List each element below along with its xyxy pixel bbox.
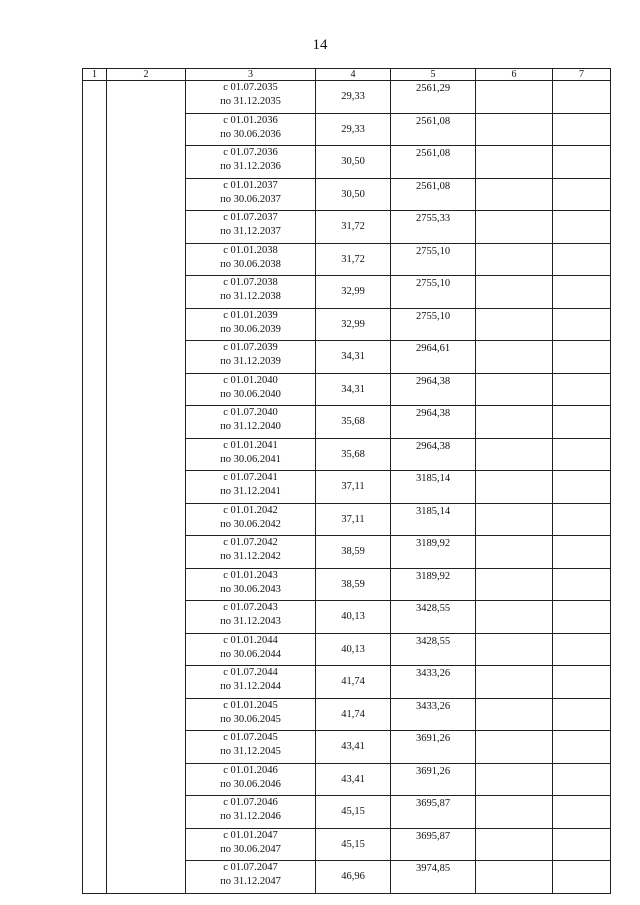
value-cell: 3428,55: [391, 601, 476, 634]
period-from: с 01.01.2043: [223, 569, 278, 581]
value-cell: 2755,10: [391, 276, 476, 309]
period-to: по 30.06.2041: [220, 453, 281, 465]
period-from: с 01.01.2036: [223, 114, 278, 126]
empty-cell-c6: [476, 633, 553, 666]
value-cell: 3695,87: [391, 796, 476, 829]
value-cell: 2561,08: [391, 113, 476, 146]
period-from: с 01.07.2043: [223, 602, 278, 613]
period-to: по 31.12.2045: [220, 746, 281, 757]
empty-cell-c6: [476, 763, 553, 796]
period-to: по 30.06.2047: [220, 843, 281, 855]
empty-cell-c7: [553, 308, 611, 341]
empty-cell-c7: [553, 243, 611, 276]
rate-cell: 38,59: [316, 568, 391, 601]
period-from: с 01.07.2036: [223, 147, 278, 158]
period-to: по 31.12.2046: [220, 811, 281, 822]
value-cell: 2964,38: [391, 438, 476, 471]
empty-cell-c7: [553, 763, 611, 796]
header-row: [83, 69, 611, 81]
empty-cell-c6: [476, 828, 553, 861]
value-cell: 3433,26: [391, 698, 476, 731]
empty-cell-c6: [476, 861, 553, 894]
rate-cell: 35,68: [316, 406, 391, 439]
empty-cell-c6: [476, 276, 553, 309]
column-header-4: 4: [316, 69, 391, 81]
empty-cell-c6: [476, 503, 553, 536]
empty-cell-c6: [476, 438, 553, 471]
rate-cell: 29,33: [316, 113, 391, 146]
period-to: по 31.12.2035: [220, 96, 281, 107]
period-from: с 01.01.2040: [223, 374, 278, 386]
period-from: с 01.01.2041: [223, 439, 278, 451]
empty-cell-c7: [553, 341, 611, 374]
empty-cell-c7: [553, 211, 611, 244]
column-header-6: 6: [476, 69, 553, 81]
period-from: с 01.07.2040: [223, 407, 278, 418]
period-cell: [186, 341, 316, 374]
period-from: с 01.07.2037: [223, 212, 278, 223]
period-to: по 30.06.2038: [220, 258, 281, 270]
rate-cell: 43,41: [316, 763, 391, 796]
empty-cell-c7: [553, 568, 611, 601]
empty-cell-c7: [553, 861, 611, 894]
period-from: с 01.01.2038: [223, 244, 278, 256]
rate-cell: 35,68: [316, 438, 391, 471]
empty-cell-c6: [476, 308, 553, 341]
empty-cell-c6: [476, 178, 553, 211]
rate-cell: 43,41: [316, 731, 391, 764]
empty-cell-c7: [553, 81, 611, 114]
period-from: с 01.07.2042: [223, 537, 278, 548]
period-to: по 31.12.2036: [220, 161, 281, 172]
column-header-7: 7: [553, 69, 611, 81]
value-cell: 3974,85: [391, 861, 476, 894]
column-header-1: 1: [83, 69, 107, 81]
value-cell: 2755,33: [391, 211, 476, 244]
period-to: по 31.12.2041: [220, 486, 281, 497]
rate-cell: 41,74: [316, 698, 391, 731]
empty-cell-c7: [553, 503, 611, 536]
table-row: [83, 81, 611, 114]
period-cell: [186, 568, 316, 601]
period-to: по 30.06.2044: [220, 648, 281, 660]
period-to: по 30.06.2040: [220, 388, 281, 400]
period-to: по 30.06.2039: [220, 323, 281, 335]
empty-cell-c7: [553, 406, 611, 439]
column-header-5: 5: [391, 69, 476, 81]
value-cell: 2755,10: [391, 308, 476, 341]
empty-cell-c6: [476, 601, 553, 634]
merged-cell-col-2: [107, 81, 186, 894]
period-from: с 01.07.2044: [223, 667, 278, 678]
period-from: с 01.07.2038: [223, 277, 278, 288]
period-from: с 01.07.2045: [223, 732, 278, 743]
period-cell: [186, 503, 316, 536]
rate-cell: 45,15: [316, 796, 391, 829]
empty-cell-c6: [476, 373, 553, 406]
tariff-table: [82, 68, 611, 894]
empty-cell-c7: [553, 698, 611, 731]
period-to: по 31.12.2043: [220, 616, 281, 627]
rate-cell: 41,74: [316, 666, 391, 699]
rate-cell: 32,99: [316, 308, 391, 341]
period-from: с 01.01.2042: [223, 504, 278, 516]
rate-cell: 31,72: [316, 243, 391, 276]
empty-cell-c6: [476, 243, 553, 276]
period-cell: [186, 796, 316, 829]
value-cell: 3189,92: [391, 568, 476, 601]
period-to: по 31.12.2042: [220, 551, 281, 562]
empty-cell-c6: [476, 796, 553, 829]
period-to: по 30.06.2045: [220, 713, 281, 725]
empty-cell-c6: [476, 666, 553, 699]
rate-cell: 30,50: [316, 146, 391, 179]
period-to: по 31.12.2047: [220, 876, 281, 887]
period-from: с 01.07.2039: [223, 342, 278, 353]
period-to: по 30.06.2042: [220, 518, 281, 530]
empty-cell-c6: [476, 113, 553, 146]
period-to: по 31.12.2038: [220, 291, 281, 302]
period-cell: [186, 276, 316, 309]
value-cell: 3189,92: [391, 536, 476, 569]
empty-cell-c7: [553, 633, 611, 666]
period-from: с 01.07.2035: [223, 82, 278, 93]
rate-cell: 30,50: [316, 178, 391, 211]
value-cell: 2561,08: [391, 178, 476, 211]
empty-cell-c7: [553, 731, 611, 764]
empty-cell-c7: [553, 536, 611, 569]
period-from: с 01.01.2047: [223, 829, 278, 841]
empty-cell-c6: [476, 211, 553, 244]
empty-cell-c7: [553, 666, 611, 699]
period-cell: [186, 178, 316, 211]
rate-cell: 45,15: [316, 828, 391, 861]
merged-cell-col-1: [83, 81, 107, 894]
period-from: с 01.07.2047: [223, 862, 278, 873]
period-cell: [186, 243, 316, 276]
rate-cell: 32,99: [316, 276, 391, 309]
value-cell: 2964,38: [391, 406, 476, 439]
period-cell: [186, 373, 316, 406]
period-cell: [186, 601, 316, 634]
column-header-2: 2: [107, 69, 186, 81]
rate-cell: 31,72: [316, 211, 391, 244]
empty-cell-c7: [553, 828, 611, 861]
empty-cell-c6: [476, 698, 553, 731]
empty-cell-c6: [476, 341, 553, 374]
empty-cell-c7: [553, 438, 611, 471]
period-to: по 31.12.2040: [220, 421, 281, 432]
period-cell: [186, 861, 316, 894]
period-cell: [186, 308, 316, 341]
rate-cell: 37,11: [316, 503, 391, 536]
value-cell: 3428,55: [391, 633, 476, 666]
period-from: с 01.01.2044: [223, 634, 278, 646]
period-cell: [186, 471, 316, 504]
period-to: по 30.06.2037: [220, 193, 281, 205]
empty-cell-c6: [476, 471, 553, 504]
empty-cell-c7: [553, 276, 611, 309]
period-from: с 01.01.2037: [223, 179, 278, 191]
rate-cell: 40,13: [316, 601, 391, 634]
period-cell: [186, 536, 316, 569]
period-cell: [186, 633, 316, 666]
period-cell: [186, 406, 316, 439]
value-cell: 3691,26: [391, 731, 476, 764]
value-cell: 2964,38: [391, 373, 476, 406]
period-cell: [186, 146, 316, 179]
value-cell: 2561,29: [391, 81, 476, 114]
rate-cell: 40,13: [316, 633, 391, 666]
empty-cell-c6: [476, 81, 553, 114]
empty-cell-c7: [553, 601, 611, 634]
period-cell: [186, 698, 316, 731]
value-cell: 2964,61: [391, 341, 476, 374]
period-from: с 01.01.2045: [223, 699, 278, 711]
empty-cell-c7: [553, 113, 611, 146]
rate-cell: 29,33: [316, 81, 391, 114]
empty-cell-c7: [553, 146, 611, 179]
value-cell: 3691,26: [391, 763, 476, 796]
value-cell: 2755,10: [391, 243, 476, 276]
period-from: с 01.07.2041: [223, 472, 278, 483]
period-from: с 01.01.2039: [223, 309, 278, 321]
period-to: по 31.12.2037: [220, 226, 281, 237]
rate-cell: 37,11: [316, 471, 391, 504]
empty-cell-c6: [476, 731, 553, 764]
period-cell: [186, 731, 316, 764]
value-cell: 2561,08: [391, 146, 476, 179]
value-cell: 3695,87: [391, 828, 476, 861]
empty-cell-c6: [476, 146, 553, 179]
page-number: 14: [312, 37, 328, 53]
rate-cell: 38,59: [316, 536, 391, 569]
period-from: с 01.07.2046: [223, 797, 278, 808]
empty-cell-c7: [553, 178, 611, 211]
period-to: по 30.06.2043: [220, 583, 281, 595]
period-from: с 01.01.2046: [223, 764, 278, 776]
empty-cell-c6: [476, 406, 553, 439]
value-cell: 3433,26: [391, 666, 476, 699]
period-to: по 31.12.2044: [220, 681, 281, 692]
empty-cell-c7: [553, 471, 611, 504]
period-cell: [186, 81, 316, 114]
empty-cell-c6: [476, 568, 553, 601]
column-header-3: 3: [186, 69, 316, 81]
period-cell: [186, 666, 316, 699]
empty-cell-c7: [553, 796, 611, 829]
rate-cell: 46,96: [316, 861, 391, 894]
empty-cell-c6: [476, 536, 553, 569]
period-to: по 30.06.2046: [220, 778, 281, 790]
value-cell: 3185,14: [391, 471, 476, 504]
rate-cell: 34,31: [316, 373, 391, 406]
rate-cell: 34,31: [316, 341, 391, 374]
empty-cell-c7: [553, 373, 611, 406]
period-to: по 31.12.2039: [220, 356, 281, 367]
period-cell: [186, 113, 316, 146]
period-cell: [186, 211, 316, 244]
value-cell: 3185,14: [391, 503, 476, 536]
period-cell: [186, 828, 316, 861]
period-cell: [186, 763, 316, 796]
period-cell: [186, 438, 316, 471]
period-to: по 30.06.2036: [220, 128, 281, 140]
